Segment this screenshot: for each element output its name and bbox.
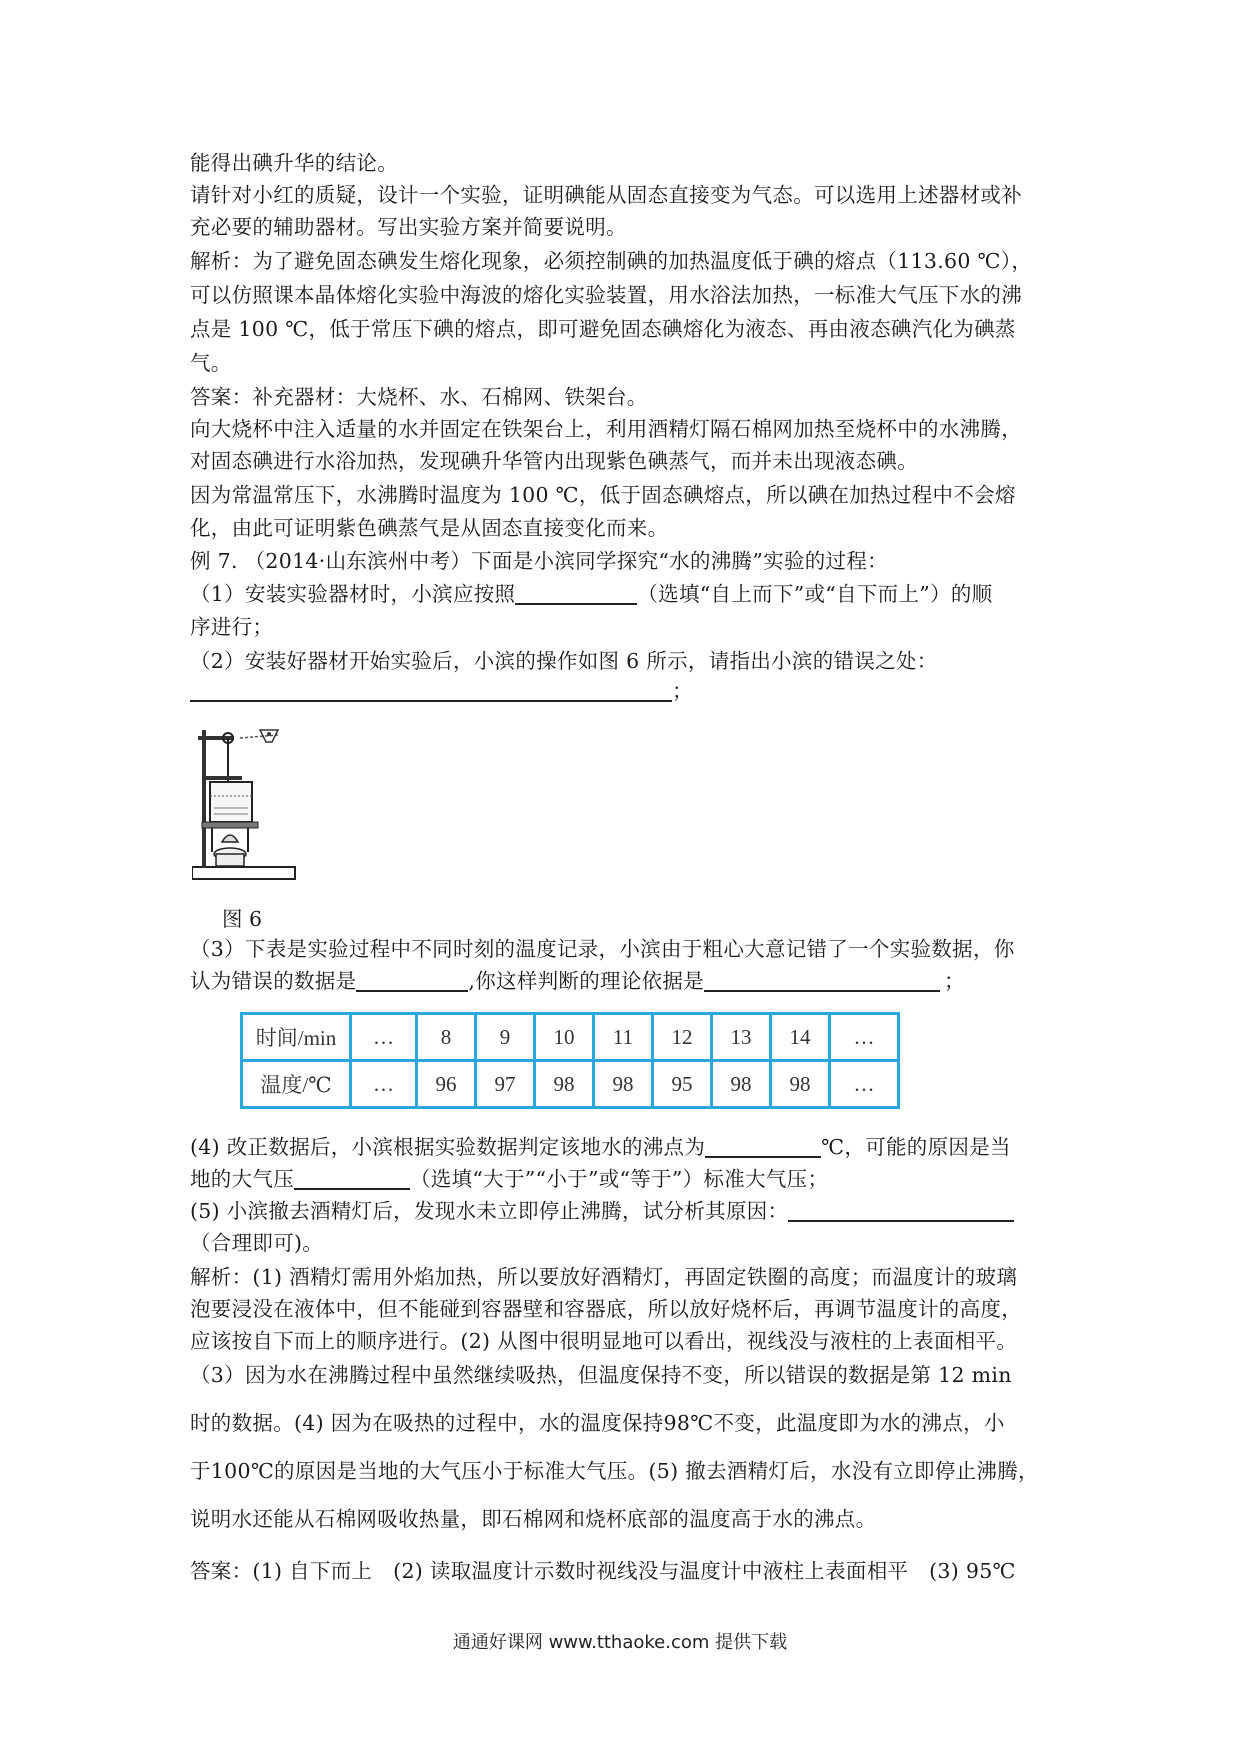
table-cell: 13 xyxy=(712,1014,771,1061)
text-line: 能得出碘升华的结论。 xyxy=(190,151,398,175)
question-5 xyxy=(190,1196,1060,1226)
text-line: 对固态碘进行水浴加热，发现碘升华管内出现紫色碘蒸气，而并未出现液态碘。 xyxy=(190,449,918,473)
text-line: 于100℃的原因是当地的大气压小于标准大气压。(5) 撤去酒精灯后，水没有立即停止沸腾， xyxy=(190,1459,1039,1483)
example-heading: 例 7. （2014·山东滨州中考）下面是小滨同学探究“水的沸腾”实验的过程： xyxy=(190,549,888,573)
table-cell: … xyxy=(351,1014,417,1061)
table-cell: … xyxy=(830,1061,899,1108)
table-cell: 9 xyxy=(476,1014,535,1061)
text-line: （3）因为水在沸腾过程中虽然继续吸热，但温度保持不变，所以错误的数据是第 12 min xyxy=(190,1363,1012,1387)
answer-blank xyxy=(788,1198,1014,1222)
table-cell: 98 xyxy=(712,1061,771,1108)
semicolon: ； xyxy=(672,679,693,703)
answer-blank xyxy=(294,1166,410,1190)
question-4-text: (4) 改正数据后，小滨根据实验数据判定该地水的沸点为 xyxy=(190,1135,706,1159)
question-3-text: 认为错误的数据是 xyxy=(190,969,357,993)
text-line: 化，由此可证明紫色碘蒸气是从固态直接变化而来。 xyxy=(190,516,669,540)
text-line: 应该按自下而上的顺序进行。(2) 从图中很明显地可以看出，视线没与液柱的上表面相平。 xyxy=(190,1329,1018,1353)
table-cell: 98 xyxy=(771,1061,830,1108)
table-cell: 12 xyxy=(653,1014,712,1061)
page-footer: 通通好课网 www.tthaoke.com 提供下载 xyxy=(452,1632,788,1653)
question-3: （3）下表是实验过程中不同时刻的温度记录，小滨由于粗心大意记错了一个实验数据，你 xyxy=(190,937,1015,961)
text-line: 充必要的辅助器材。写出实验方案并简要说明。 xyxy=(190,215,627,239)
temperature-table xyxy=(240,1012,900,1109)
text-line: 请针对小红的质疑，设计一个实验，证明碘能从固态直接变为气态。可以选用上述器材或补 xyxy=(190,183,1022,207)
answer-line: 答案：(1) 自下而上 (2) 读取温度计示数时视线没与温度计中液柱上表面相平 (3) 95℃ xyxy=(190,1559,1016,1583)
table-cell: 98 xyxy=(594,1061,653,1108)
table-cell: 温度/℃ xyxy=(242,1061,351,1108)
answer-blank xyxy=(515,581,637,605)
table-cell: 11 xyxy=(594,1014,653,1061)
question-1 xyxy=(190,579,1060,609)
table-cell: 97 xyxy=(476,1061,535,1108)
figure-caption: 图 6 xyxy=(222,907,263,931)
text-line: 泡要浸没在液体中，但不能碰到容器壁和容器底，所以放好烧杯后，再调节温度计的高度， xyxy=(190,1297,1022,1321)
table-cell: 8 xyxy=(417,1014,476,1061)
text-line: 向大烧杯中注入适量的水并固定在铁架台上，利用酒精灯隔石棉网加热至烧杯中的水沸腾， xyxy=(190,417,1022,441)
table-cell: … xyxy=(351,1061,417,1108)
text-line: 序进行； xyxy=(190,615,274,639)
text-line: 答案：补充器材：大烧杯、水、石棉网、铁架台。 xyxy=(190,385,648,409)
table-cell: 14 xyxy=(771,1014,830,1061)
question-4-text-end: （选填“大于”“小于”或“等于”）标准大气压； xyxy=(410,1167,829,1191)
table-cell: 98 xyxy=(535,1061,594,1108)
answer-blank xyxy=(705,1134,821,1158)
boiling-apparatus-figure xyxy=(192,724,298,880)
answer-blank xyxy=(704,968,940,992)
table-cell: 时间/min xyxy=(242,1014,351,1061)
text-line: 解析：(1) 酒精灯需用外焰加热，所以要放好酒精灯，再固定铁圈的高度；而温度计的玻璃 xyxy=(190,1265,1018,1289)
text-line: 说明水还能从石棉网吸收热量，即石棉网和烧杯底部的温度高于水的沸点。 xyxy=(190,1507,877,1531)
table-row xyxy=(242,1014,899,1061)
answer-blank xyxy=(190,678,672,702)
text-line: 点是 100 ℃，低于常压下碘的熔点，即可避免固态碘熔化为液态、再由液态碘汽化为碘蒸 xyxy=(190,317,1016,341)
text-line: 可以仿照课本晶体熔化实验中海波的熔化实验装置，用水浴法加热，一标准大气压下水的沸 xyxy=(190,283,1022,307)
text-line: 气。 xyxy=(190,351,232,375)
text-line: 解析：为了避免固态碘发生熔化现象，必须控制碘的加热温度低于碘的熔点（113.60 ℃）， xyxy=(190,249,1033,273)
table-cell: 96 xyxy=(417,1061,476,1108)
answer-blank xyxy=(356,968,468,992)
question-1-text-end: （选填“自上而下”或“自下而上”）的顺 xyxy=(637,582,993,606)
question-3-blanks xyxy=(190,966,1060,996)
table-cell: … xyxy=(830,1014,899,1061)
table-cell: 10 xyxy=(535,1014,594,1061)
question-5-text: (5) 小滨撤去酒精灯后，发现水未立即停止沸腾，试分析其原因： xyxy=(190,1199,789,1223)
text-line: 时的数据。(4) 因为在吸热的过程中，水的温度保持98℃不变，此温度即为水的沸点，小 xyxy=(190,1411,1005,1435)
question-1-text: （1）安装实验器材时，小滨应按照 xyxy=(190,582,516,606)
question-2-answer-line xyxy=(190,676,1060,706)
question-4-line2 xyxy=(190,1164,1060,1194)
text-line: （合理即可)。 xyxy=(190,1231,324,1255)
question-4-text: 地的大气压 xyxy=(190,1167,294,1191)
question-4 xyxy=(190,1132,1060,1162)
question-4-text-end: ℃，可能的原因是当 xyxy=(821,1135,1011,1159)
text-line: 因为常温常压下，水沸腾时温度为 100 ℃，低于固态碘熔点，所以碘在加热过程中不会熔 xyxy=(190,483,1016,507)
semicolon: ； xyxy=(944,969,965,993)
table-row xyxy=(242,1061,899,1108)
question-2: （2）安装好器材开始实验后，小滨的操作如图 6 所示，请指出小滨的错误之处： xyxy=(190,649,938,673)
table-cell: 95 xyxy=(653,1061,712,1108)
question-3-text-mid: ,你这样判断的理论依据是 xyxy=(468,969,705,993)
